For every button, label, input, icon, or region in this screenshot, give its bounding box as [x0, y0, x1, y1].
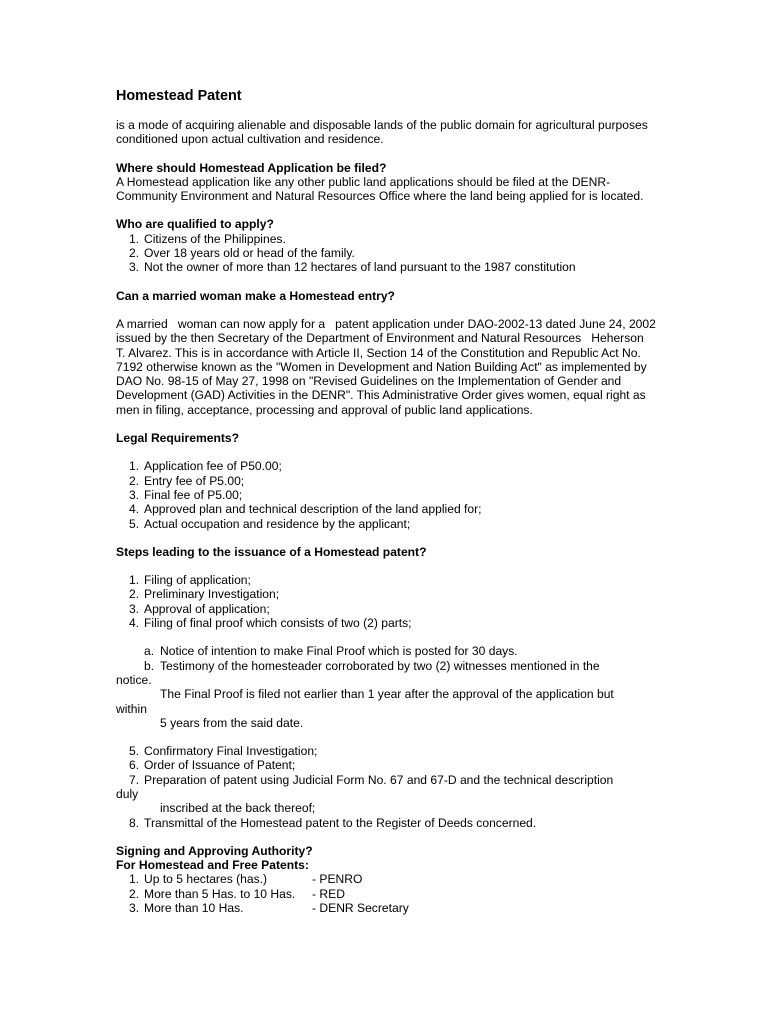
steps-list [116, 573, 656, 830]
qualified-list [116, 232, 656, 275]
list-item: 1. Citizens of the Philippines. [129, 231, 286, 246]
list-item: 4. Approved plan and technical description of the land applied for; [129, 502, 482, 517]
list-item-continuation: inscribed at the back thereof; [160, 801, 316, 816]
where-heading: Where should Homestead Application be filed? [116, 160, 387, 175]
list-item: 2. Preliminary Investigation; [129, 587, 280, 602]
signing-subheading: For Homestead and Free Patents: [116, 858, 309, 873]
list-item: 8. Transmittal of the Homestead patent to the Register of Deeds concerned. [129, 815, 537, 830]
list-item: 3. More than 10 Has. - DENR Secretary [129, 901, 409, 916]
qualified-heading: Who are qualified to apply? [116, 217, 274, 232]
list-item: 3. Approval of application; [129, 601, 270, 616]
list-item: 6. Order of Issuance of Patent; [129, 758, 296, 773]
final-proof-note-end: 5 years from the said date. [160, 715, 304, 730]
list-item: 3. Final fee of P5.00; [129, 487, 243, 502]
legal-list [116, 459, 656, 530]
list-item: 2. More than 5 Has. to 10 Has. - RED [129, 886, 345, 901]
list-item: b. Testimony of the homesteader corroborated by two (2) witnesses mentioned in the [144, 658, 600, 673]
list-item: a. Notice of intention to make Final Proof which is posted for 30 days. [144, 644, 518, 659]
steps-heading: Steps leading to the issuance of a Homestead patent? [116, 544, 427, 559]
married-heading: Can a married woman make a Homestead entry? [116, 288, 395, 303]
list-item: 4. Filing of final proof which consists of two (2) parts; [129, 616, 412, 631]
where-paragraph: A Homestead application like any other public land applications should be filed at the DENR-Community Environment and Natural Resources Office where the land being applied for is located. [116, 174, 644, 204]
list-item: 3. Not the owner of more than 12 hectares of land pursuant to the 1987 constitution [129, 260, 576, 275]
document-body [116, 87, 660, 916]
married-paragraph: A married woman can now apply for a patent application under DAO-2002-13 dated June 24, 2002 issued by the then Secretary of the Department of Environment and Natural Resources Heherson T. Alvarez. This is in accordance with Article II, Section 14 of the Constitution and Republic Act No. 7192 otherwise known as the "Women in Development and Nation Building Act" as implemented by DAO No. 98-15 of May 27, 1998 on "Revised Guidelines on the Implementation of Gender and Development (GAD) Activities in the DENR". This Administrative Order gives women, equal right as men in filing, acceptance, processing and approval of public land applications. [116, 316, 660, 417]
list-item: 7. Preparation of patent using Judicial Form No. 67 and 67-D and the technical description [129, 772, 614, 787]
list-item: 1. Filing of application; [129, 573, 251, 588]
list-item: 1. Application fee of P50.00; [129, 459, 282, 474]
list-item: 5. Confirmatory Final Investigation; [129, 744, 318, 759]
intro-paragraph: is a mode of acquiring alienable and disposable lands of the public domain for agricultural purposes conditioned upon actual cultivation and residence. [116, 118, 648, 147]
signing-heading: Signing and Approving Authority? [116, 843, 313, 858]
legal-heading: Legal Requirements? [116, 431, 239, 446]
list-item: 2. Entry fee of P5.00; [129, 473, 245, 488]
list-item: 1. Up to 5 hectares (has.) - PENRO [129, 872, 363, 887]
list-item: 5. Actual occupation and residence by the applicant; [129, 516, 411, 531]
document-title: Homestead Patent [116, 88, 242, 104]
signing-list [116, 872, 656, 915]
final-proof-note-continuation: within [116, 701, 147, 716]
final-proof-note: The Final Proof is filed not earlier than 1 year after the approval of the application but [160, 687, 614, 702]
list-item-continuation: notice. [116, 672, 152, 687]
list-item-continuation: duly [116, 786, 139, 801]
list-item: 2. Over 18 years old or head of the family. [129, 246, 355, 261]
